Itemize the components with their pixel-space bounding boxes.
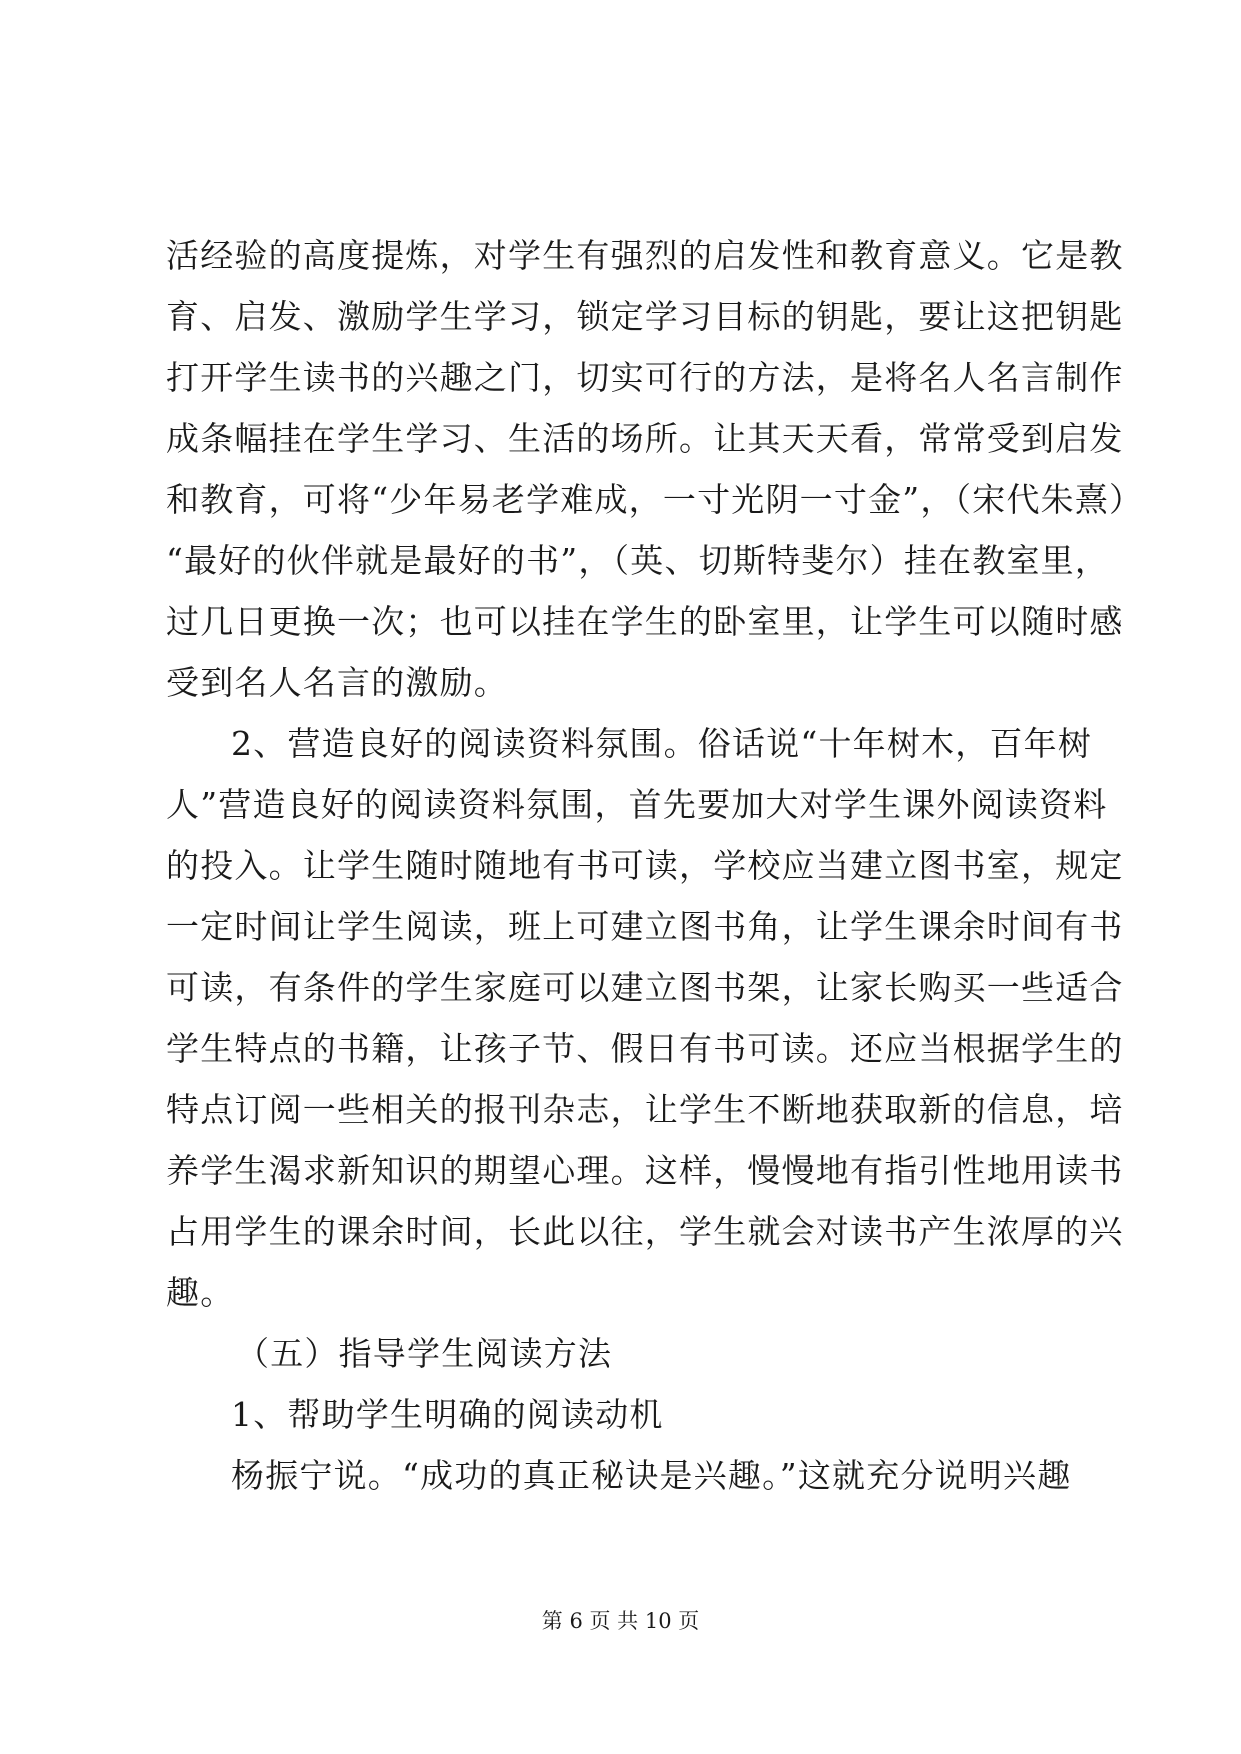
text-line: 特点订阅一些相关的报刊杂志，让学生不断地获取新的信息，培 [166, 1090, 1124, 1129]
text-line: 人”营造良好的阅读资料氛围，首先要加大对学生课外阅读资料 [166, 785, 1108, 824]
page-number-footer: 第 6 页 共 10 页 [541, 1609, 700, 1633]
paragraph-start-line: 2、营造良好的阅读资料氛围。俗话说“十年树木，百年树 [231, 724, 1093, 763]
text-line: 和教育，可将“少年易老学难成，一寸光阴一寸金”，（宋代朱熹） [166, 480, 1144, 519]
text-line: 学生特点的书籍，让孩子节、假日有书可读。还应当根据学生的 [166, 1029, 1124, 1068]
text-line: 可读，有条件的学生家庭可以建立图书架，让家长购买一些适合 [166, 968, 1124, 1007]
text-line: 的投入。让学生随时随地有书可读，学校应当建立图书室，规定 [166, 846, 1124, 885]
text-line: 打开学生读书的兴趣之门，切实可行的方法，是将名人名言制作 [166, 358, 1124, 397]
subsection-heading: 1、帮助学生明确的阅读动机 [231, 1395, 664, 1434]
text-line: 受到名人名言的激励。 [166, 663, 508, 702]
text-line: 成条幅挂在学生学习、生活的场所。让其天天看，常常受到启发 [166, 419, 1124, 458]
text-line: 趣。 [166, 1273, 235, 1312]
text-line: “最好的伙伴就是最好的书”，（英、切斯特斐尔）挂在教室里， [166, 541, 1110, 580]
text-line: 占用学生的课余时间，长此以往，学生就会对读书产生浓厚的兴 [166, 1212, 1124, 1251]
text-line: 育、启发、激励学生学习，锁定学习目标的钥匙，要让这把钥匙 [166, 297, 1124, 336]
section-heading: （五）指导学生阅读方法 [236, 1334, 613, 1373]
text-line: 活经验的高度提炼，对学生有强烈的启发性和教育意义。它是教 [166, 236, 1124, 275]
paragraph-start-line: 杨振宁说。“成功的真正秘诀是兴趣。”这就充分说明兴趣 [231, 1456, 1072, 1495]
text-line: 一定时间让学生阅读，班上可建立图书角，让学生课余时间有书 [166, 907, 1124, 946]
document-body [166, 225, 1144, 1506]
text-line: 养学生渴求新知识的期望心理。这样，慢慢地有指引性地用读书 [166, 1151, 1124, 1190]
text-line: 过几日更换一次；也可以挂在学生的卧室里，让学生可以随时感 [166, 602, 1124, 641]
